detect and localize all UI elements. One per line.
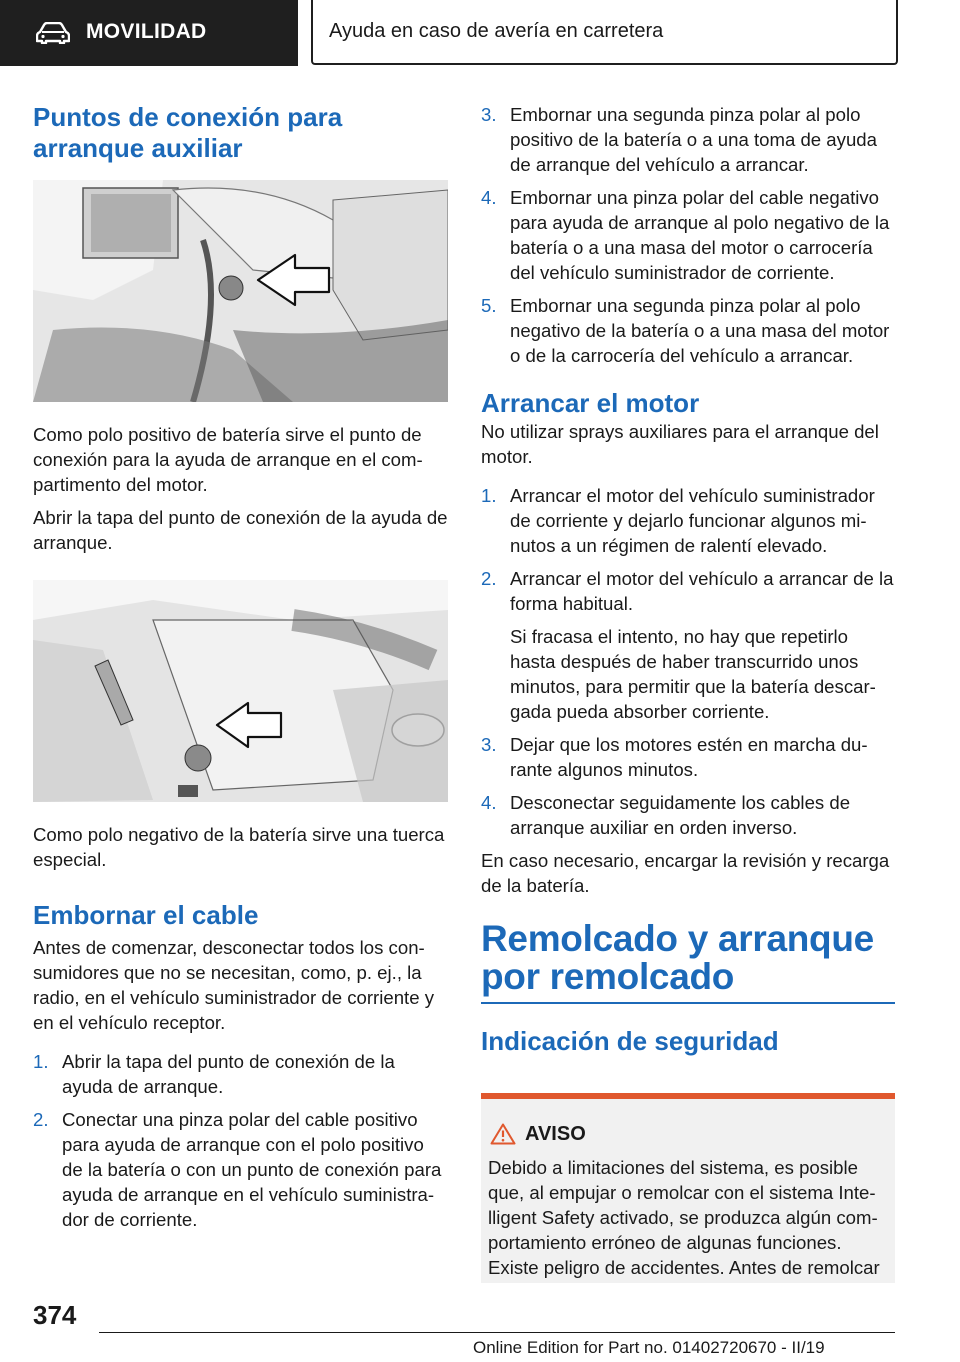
start-steps-list <box>481 483 895 840</box>
heading-safety-note: Indicación de seguridad <box>481 1026 779 1056</box>
list-item: 3. Dejar que los motores estén en marcha du-rante algunos minutos. <box>481 734 868 780</box>
heading-connect-cable: Embornar el cable <box>33 900 259 930</box>
list-item: 2. Conectar una pinza polar del cable positivo para ayuda de arranque con el polo positivo de la batería o con un punto de conexión para ayuda de arranque en el vehículo suministra-dor de corriente. <box>33 1109 442 1230</box>
chapter-title-box <box>311 0 898 65</box>
list-item: 1. Abrir la tapa del punto de conexión de la ayuda de arranque. <box>33 1051 395 1097</box>
list-item: 4. Embornar una pinza polar del cable negativo para ayuda de arranque al polo negativo de la batería o a una masa del motor o carrocería del vehículo suministrador de corriente. <box>481 187 890 283</box>
footer-rule <box>99 1332 895 1333</box>
car-icon <box>36 22 70 49</box>
heading-underline <box>481 1002 895 1004</box>
section-label: MOVILIDAD <box>86 20 207 43</box>
positive-pole-text: Como polo positivo de batería sirve el punto de conexión para la ayuda de arranque en el com-partimento del motor. <box>33 424 423 495</box>
step-note: Si fracasa el intento, no hay que repetirlo hasta después de haber transcurrido unos minutos, para permitir que la batería descar-gada pueda absorber corriente. <box>510 626 876 722</box>
page-header <box>0 0 960 66</box>
warning-box <box>481 1093 895 1283</box>
engine-photo-positive <box>33 180 448 402</box>
connect-intro: Antes de comenzar, desconectar todos los con-sumidores que no se necesitan, como, p. ej., la radio, en el vehículo suministrador de corriente y en el vehículo receptor. <box>33 937 435 1033</box>
connect-steps-continued <box>481 102 895 368</box>
left-column <box>33 102 448 1240</box>
heading-towing: Remolcado y arranque por remolcado <box>481 918 874 997</box>
open-cover-text: Abrir la tapa del punto de conexión de la ayuda de arranque. <box>33 507 448 553</box>
heading-connection-points: Puntos de conexión para arranque auxiliar <box>33 102 343 163</box>
warning-text: Debido a limitaciones del sistema, es posible que, al empujar o remolcar con el sistema Inte-lligent Safety activado, se produzca algún com-portamiento erróneo de algunas funciones. Existe peligro de accidentes. Antes de remolcar <box>488 1157 880 1278</box>
heading-start-engine: Arrancar el motor <box>481 388 700 418</box>
start-intro: No utilizar sprays auxiliares para el arranque del motor. <box>481 421 879 467</box>
list-item: 4. Desconectar seguidamente los cables de arranque auxiliar en orden inverso. <box>481 792 851 838</box>
warning-triangle-icon <box>490 1123 516 1145</box>
section-tab <box>0 0 298 66</box>
closing-text: En caso necesario, encargar la revisión y recarga de la batería. <box>481 850 890 896</box>
engine-photo-negative <box>33 580 448 802</box>
chapter-title: Ayuda en caso de avería en carretera <box>329 20 664 42</box>
edition-text: Online Edition for Part no. 01402720670 - II/19 <box>473 1338 825 1357</box>
negative-pole-text: Como polo negativo de la batería sirve una tuerca especial. <box>33 824 445 870</box>
page-number: 374 <box>33 1300 77 1330</box>
connect-steps-list <box>33 1049 448 1232</box>
list-item: 5. Embornar una segunda pinza polar al polo negativo de la batería o a una masa del motor o de la carrocería del vehículo a arrancar. <box>481 295 890 366</box>
warning-title: AVISO <box>525 1123 586 1145</box>
list-item: 3. Embornar una segunda pinza polar al polo positivo de la batería o a una toma de ayuda de arranque del vehículo a arrancar. <box>481 104 877 175</box>
right-column <box>481 102 895 1057</box>
list-item: 2. Arrancar el motor del vehículo a arrancar de la forma habitual. Si fracasa el intento, no hay que repetirlo hasta después de haber transcurrido unos minutos, para permitir que la batería descar-gada pueda absorber corriente. <box>481 568 894 722</box>
list-item: 1. Arrancar el motor del vehículo suministrador de corriente y dejarlo funcionar algunos mi-nutos a un régimen de ralentí elevado. <box>481 485 875 556</box>
